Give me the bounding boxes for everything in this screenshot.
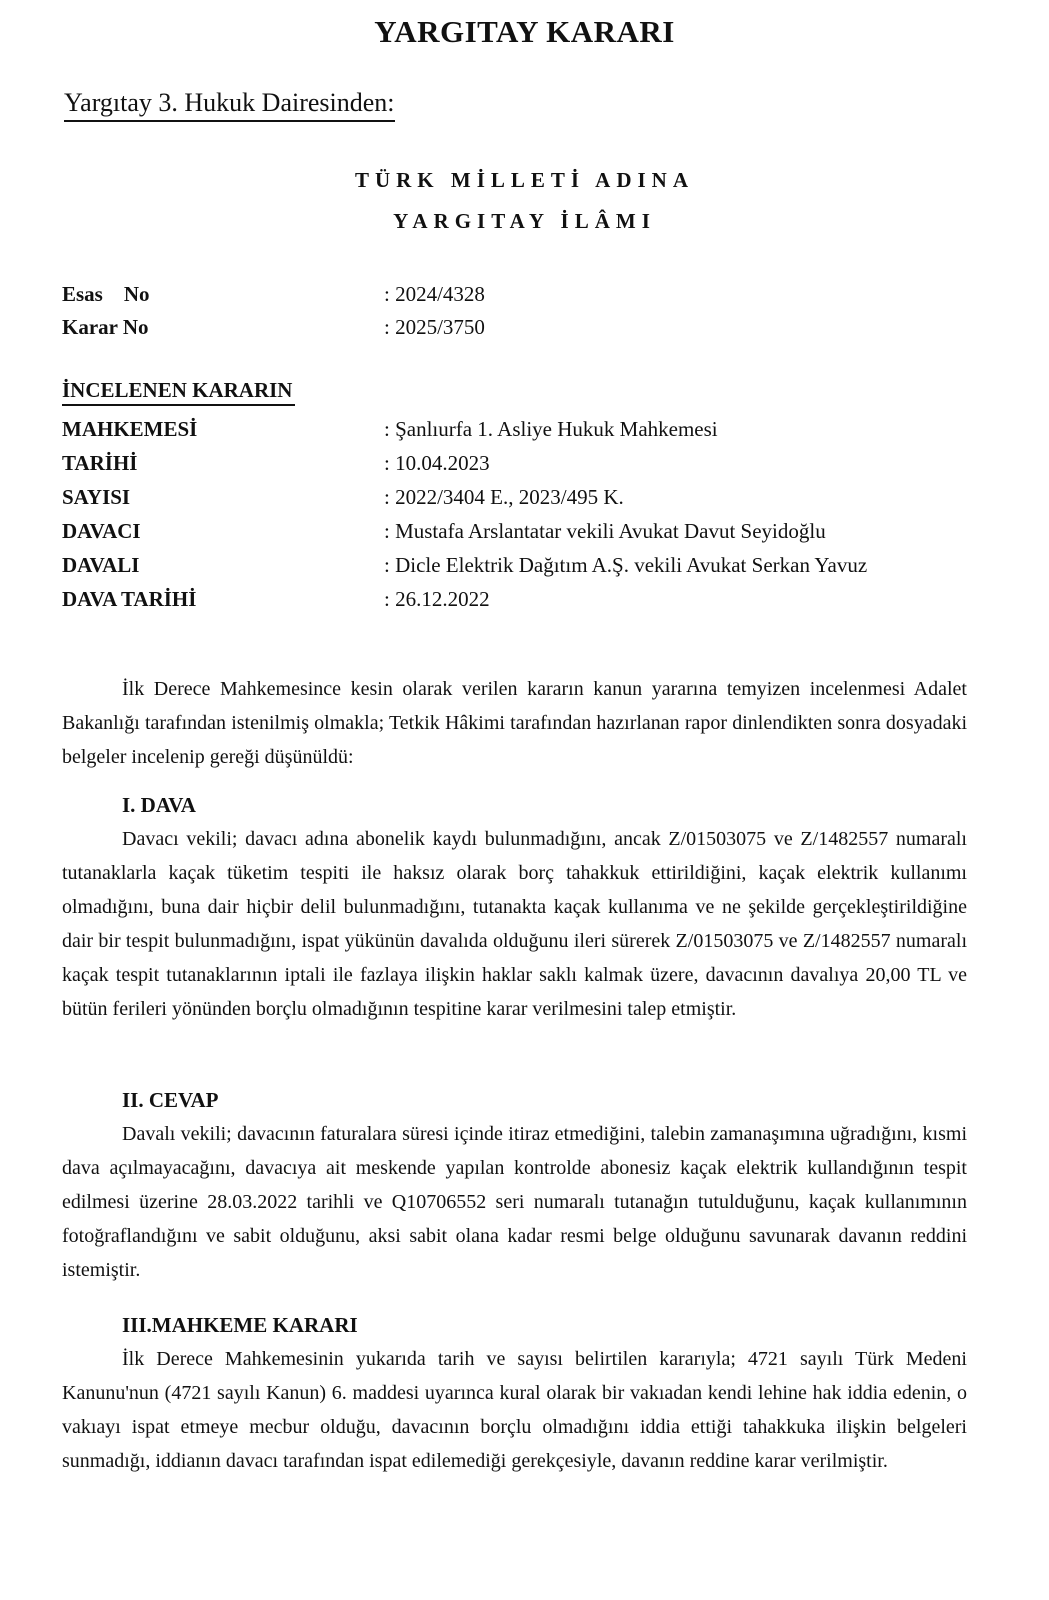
info-row-date (62, 451, 962, 481)
info-value: : 10.04.2023 (384, 451, 490, 475)
section-text-mahkeme-karari: İlk Derece Mahkemesinin yukarıda tarih ve sayısı belirtilen kararıyla; 4721 sayılı Türk Medeni Kanunu'nun (4721 sayılı Kanun) 6. maddesi uyarınca kural olarak bir vakıadan kendi lehine hak iddia edenin, o vakıayı ispat etmeye mecbur olduğu, davacının borçlu olmadığını iddia ettiği tahakkuka ilişkin belgeleri sunmadığı, iddianın davacı tarafından ispat edilemediği gerekçesiyle, davanın reddine karar verilmiştir. (62, 1348, 967, 1472)
esas-row (62, 282, 962, 312)
section-text-cevap: Davalı vekili; davacının faturalara süresi içinde itiraz etmediğini, talebin zamanaşımına uğradığını, kısmi dava açılmayacağını, davacıya ait meskende yapılan kontrolde abonesiz kaçak elektrik kullandığının tespit edilmesi üzerine 28.03.2022 tarihli ve Q10706552 seri numaralı tutanağın tutulduğunu, kaçak kullanımının fotoğraflandığını ve sabit olduğunu, aksi sabit olana kadar resmi belge olduğunu savunarak davanın reddini istemiştir. (62, 1123, 967, 1281)
section-heading-dava: I. DAVA (122, 793, 196, 817)
info-value: : 2022/3404 E., 2023/495 K. (384, 485, 624, 509)
section-heading-mahkeme-karari: III.MAHKEME KARARI (122, 1313, 358, 1337)
karar-row (62, 315, 962, 345)
info-label: DAVA TARİHİ (62, 587, 197, 611)
info-label: DAVACI (62, 519, 141, 543)
esas-label: Esas No (62, 282, 150, 306)
chamber-name: Yargıtay 3. Hukuk Dairesinden: (64, 88, 395, 122)
info-label: DAVALI (62, 553, 140, 577)
intro-paragraph: İlk Derece Mahkemesince kesin olarak verilen kararın kanun yararına temyizen incelenmesi Adalet Bakanlığı tarafından istenilmiş olmakla; Tetkik Hâkimi tarafından hazırlanan rapor dinlendikten sonra dosyadaki belgeler incelenip gereği düşünüldü: (62, 678, 967, 768)
info-label: MAHKEMESİ (62, 417, 198, 441)
info-row-court (62, 417, 962, 447)
info-value: : Mustafa Arslantatar vekili Avukat Davut Seyidoğlu (384, 519, 826, 543)
info-row-plaintiff (62, 519, 962, 549)
info-value: : Dicle Elektrik Dağıtım A.Ş. vekili Avukat Serkan Yavuz (384, 553, 868, 577)
karar-label: Karar No (62, 315, 149, 339)
info-label: SAYISI (62, 485, 131, 509)
section-heading-cevap: II. CEVAP (122, 1088, 219, 1112)
heading-nation: TÜRK MİLLETİ ADINA (354, 168, 695, 192)
info-row-case-date (62, 587, 962, 617)
esas-value: : 2024/4328 (384, 282, 485, 306)
info-row-defendant (62, 553, 962, 583)
info-value: : 26.12.2022 (384, 587, 490, 611)
info-value: : Şanlıurfa 1. Asliye Hukuk Mahkemesi (384, 417, 718, 441)
document-title: YARGITAY KARARI (374, 14, 675, 49)
reviewed-decision-heading: İNCELENEN KARARIN (62, 378, 295, 406)
info-row-number (62, 485, 962, 515)
heading-ilam: YARGITAY İLÂMI (393, 209, 656, 233)
karar-value: : 2025/3750 (384, 315, 485, 339)
section-text-dava: Davacı vekili; davacı adına abonelik kaydı bulunmadığını, ancak Z/01503075 ve Z/1482557 numaralı tutanaklarla kaçak tüketim tespiti ile haksız olarak borç tahakkuk ettirildiğini, kaçak elektrik kullanımı olmadığını, buna dair hiçbir delil bulunmadığını, tutanakta kaçak kullanıma ve ne şekilde gerçekleştirildiğine dair bir tespit bulunmadığını, ispat yükünün davalıda olduğunu ileri sürerek Z/01503075 ve Z/1482557 numaralı kaçak tespit tutanaklarının iptali ile fazlaya ilişkin haklar saklı kalmak üzere, davacının davalıya 20,00 TL ve bütün ferileri yönünden borçlu olmadığının tespitine karar verilmesini talep etmiştir. (62, 828, 967, 1020)
info-label: TARİHİ (62, 451, 138, 475)
